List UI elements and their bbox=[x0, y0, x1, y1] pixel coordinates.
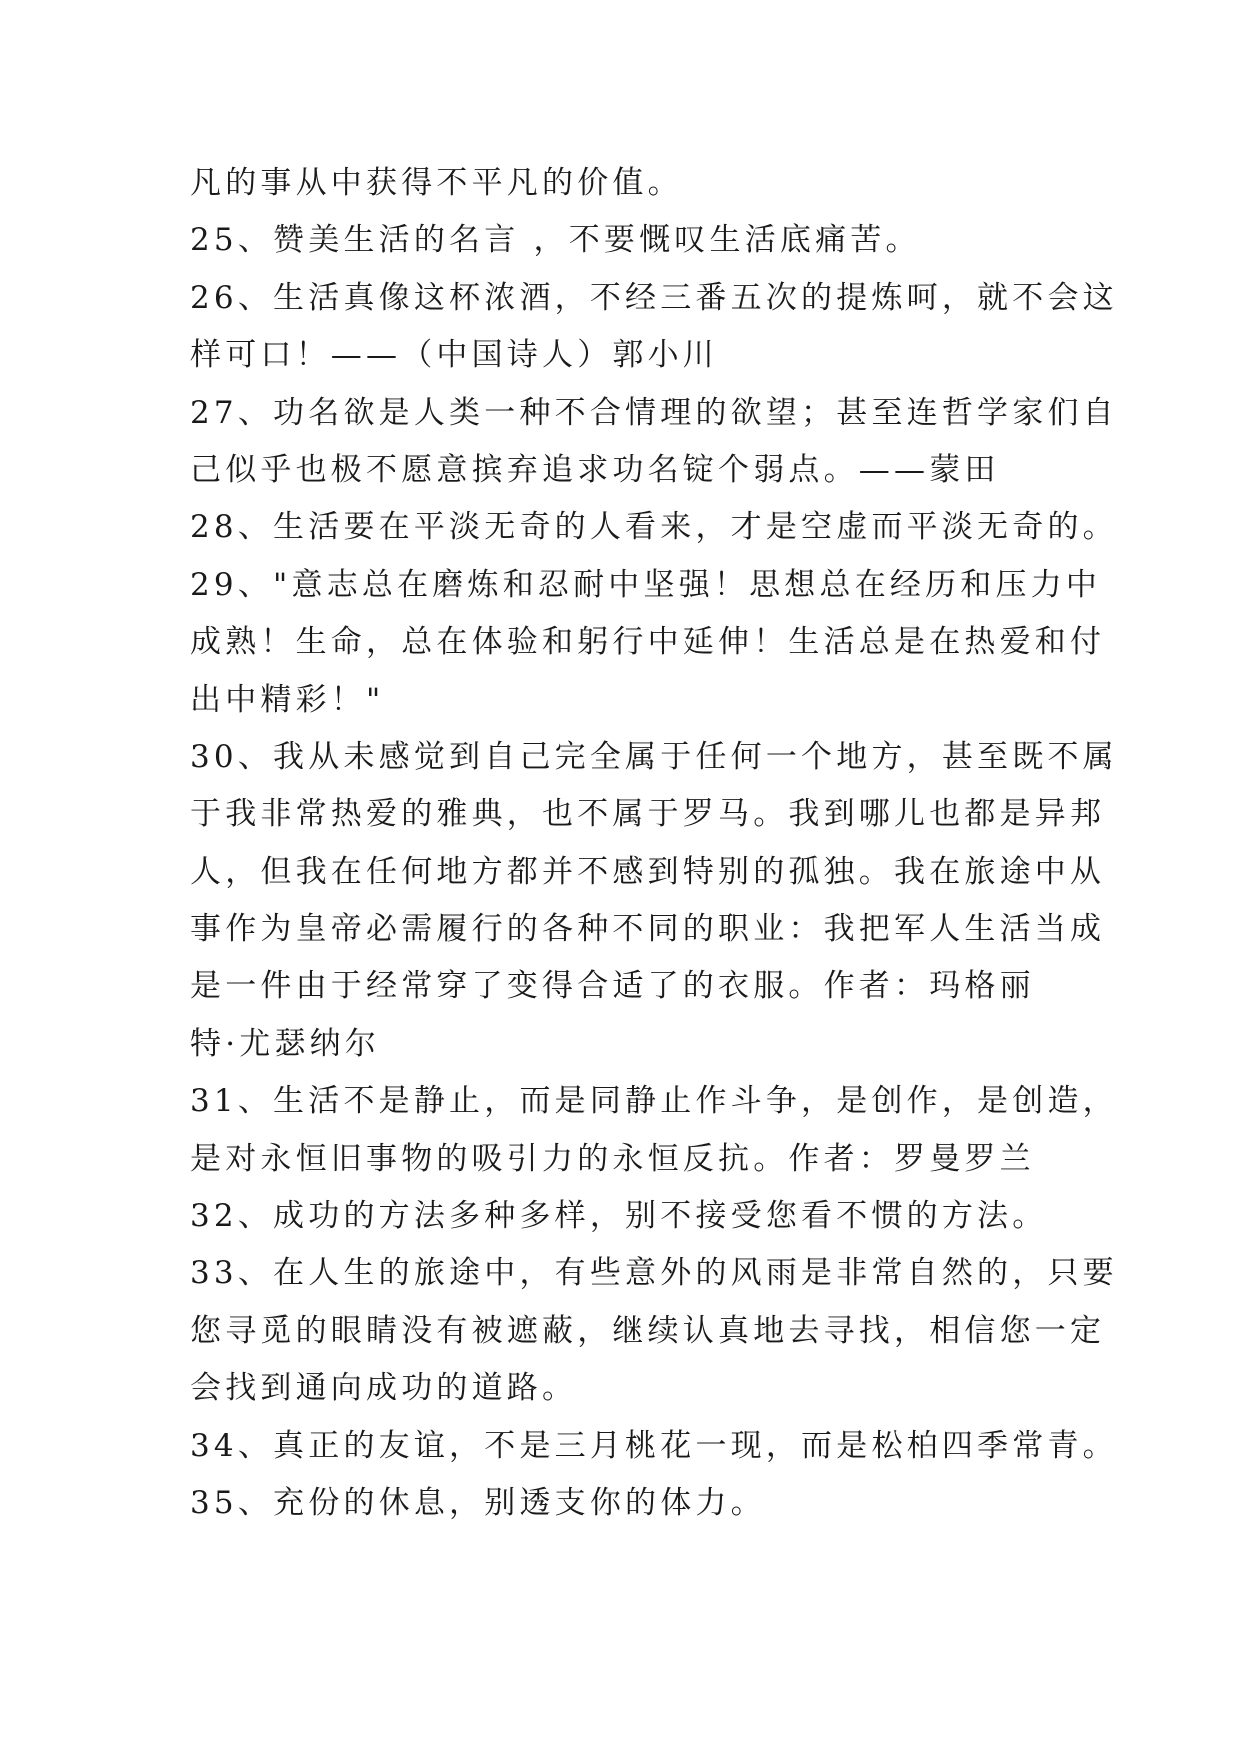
text-line: 30、我从未感觉到自己完全属于任何一个地方，甚至既不属 bbox=[190, 738, 1118, 775]
text-line: 成熟！生命，总在体验和躬行中延伸！生活总是在热爱和付 bbox=[190, 624, 1106, 661]
text-line: 27、功名欲是人类一种不合情理的欲望；甚至连哲学家们自 bbox=[190, 394, 1118, 431]
text-line: 己似乎也极不愿意摈弃追求功名锭个弱点。——蒙田 bbox=[190, 451, 1000, 488]
text-line: 会找到通向成功的道路。 bbox=[190, 1370, 578, 1407]
text-line: 出中精彩！" bbox=[190, 681, 385, 718]
text-line: 特·尤瑟纳尔 bbox=[190, 1025, 381, 1062]
text-line: 事作为皇帝必需履行的各种不同的职业：我把军人生活当成 bbox=[190, 911, 1106, 948]
text-line: 是一件由于经常穿了变得合适了的衣服。作者：玛格丽 bbox=[190, 968, 1035, 1005]
text-line: 35、充份的休息，别透支你的体力。 bbox=[190, 1484, 766, 1521]
text-line: 34、真正的友谊，不是三月桃花一现，而是松柏四季常青。 bbox=[190, 1427, 1118, 1464]
text-line: 32、成功的方法多种多样，别不接受您看不惯的方法。 bbox=[190, 1198, 1048, 1235]
text-line: 凡的事从中获得不平凡的价值。 bbox=[190, 165, 683, 201]
text-line: 33、在人生的旅途中，有些意外的风雨是非常自然的，只要 bbox=[190, 1255, 1118, 1292]
text-line: 样可口！——（中国诗人）郭小川 bbox=[190, 337, 718, 374]
text-line: 25、赞美生活的名言 ，不要慨叹生活底痛苦。 bbox=[190, 222, 921, 259]
text-line: 是对永恒旧事物的吸引力的永恒反抗。作者：罗曼罗兰 bbox=[190, 1140, 1035, 1177]
text-line: 28、生活要在平淡无奇的人看来，才是空虚而平淡无奇的。 bbox=[190, 509, 1118, 546]
text-line: 26、生活真像这杯浓酒，不经三番五次的提炼呵，就不会这 bbox=[190, 279, 1118, 316]
text-line: 于我非常热爱的雅典，也不属于罗马。我到哪儿也都是异邦 bbox=[190, 796, 1106, 833]
text-line: 您寻觅的眼睛没有被遮蔽，继续认真地去寻找，相信您一定 bbox=[190, 1312, 1106, 1349]
text-line: 29、"意志总在磨炼和忍耐中坚强！思想总在经历和压力中 bbox=[190, 566, 1102, 603]
document-body bbox=[190, 155, 1118, 1532]
text-line: 31、生活不是静止，而是同静止作斗争，是创作，是创造， bbox=[190, 1083, 1118, 1120]
text-line: 人，但我在任何地方都并不感到特别的孤独。我在旅途中从 bbox=[190, 853, 1106, 890]
